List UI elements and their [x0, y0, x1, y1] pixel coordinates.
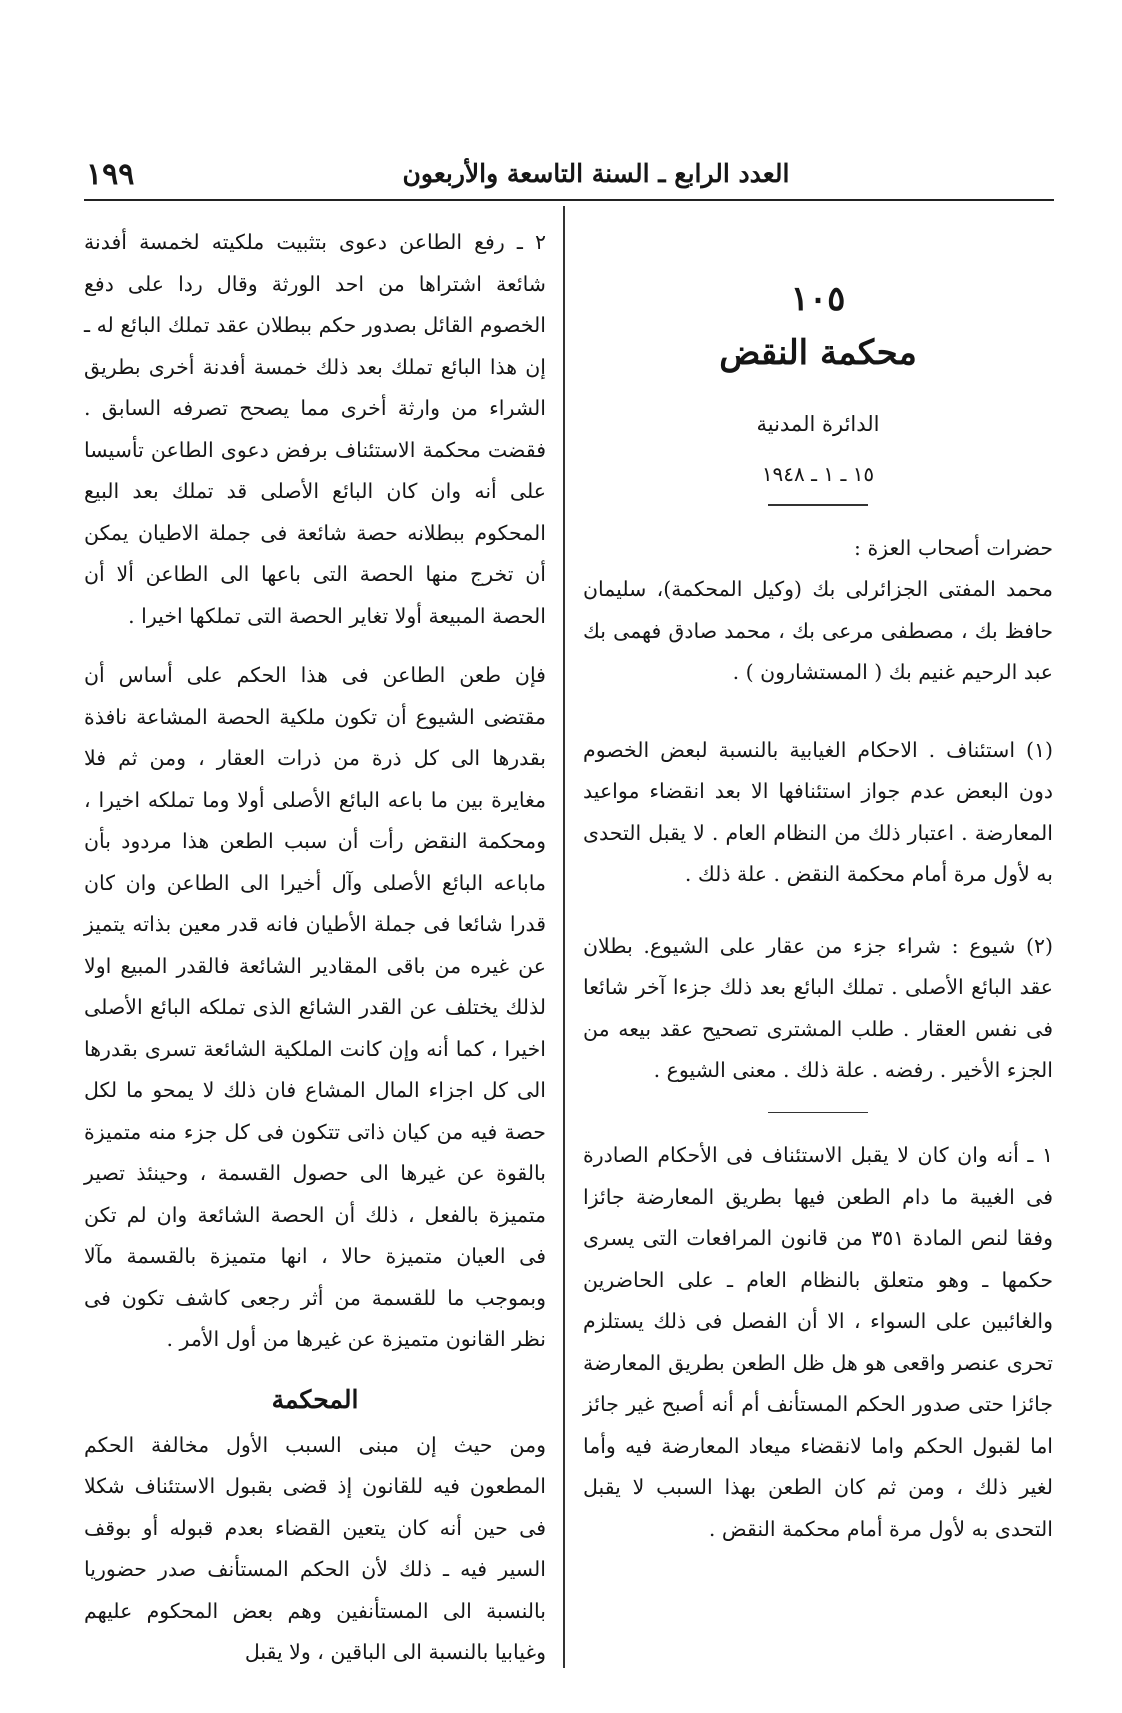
right-column	[583, 222, 1053, 1550]
court-section-heading: المحكمة	[271, 1384, 359, 1414]
presence-text: محمد المفتى الجزائرلى بك (وكيل المحكمة)، سليمان حافظ بك ، مصطفى مرعى بك ، محمد صادق فهمى بك عبد الرحيم غنيم بك ( المستشارون ) .	[583, 577, 1053, 684]
principle-1: ١ ـ أنه وان كان لا يقبل الاستئناف فى الأحكام الصادرة فى الغيبة ما دام الطعن فيها بطريق المعارضة جائزا وفقا لنص المادة ٣٥١ من قانون المرافعات التى يسرى حكمها ـ وهو متعلق بالنظام العام ـ على الحاضرين والغائبين على السواء ، الا أن الفصل فى ذلك يستلزم تحرى عنصر واقعى هو هل ظل الطعن بطريق المعارضة جائزا حتى صدور الحكم المستأنف أم أنه أصبح غير جائز اما لقبول الحكم واما لانقضاء ميعاد المعارضة فيه وأما لغير ذلك ، ومن ثم كان الطعن بهذا السبب لا يقبل التحدى به لأول مرة أمام محكمة النقض .	[583, 1143, 1053, 1541]
summary-2: (٢) شيوع : شراء جزء من عقار على الشيوع. بطلان عقد البائع الأصلى . تملك البائع بعد ذلك جزءا آخر شائعا فى نفس العقار . طلب المشترى تصحيح عقد بيعه من الجزء الأخير . رفضه . علة ذلك . معنى الشيوع .	[583, 933, 1053, 1082]
summary-1: (١) استئناف . الاحكام الغيابية بالنسبة لبعض الخصوم دون البعض عدم جواز استئنافها الا بعد انقضاء مواعيد المعارضة . اعتبار ذلك من النظام العام . لا يقبل التحدى به لأول مرة أمام محكمة النقض . علة ذلك .	[583, 737, 1053, 886]
divider-rule	[768, 1112, 868, 1114]
principle-2-continuation: فإن طعن الطاعن فى هذا الحكم على أساس أن مقتضى الشيوع أن تكون ملكية الحصة المشاعة نافذة بقدرها الى كل ذرة من ذرات العقار ، ومن ثم فلا مغايرة بين ما باعه البائع الأصلى أولا وما تملكه اخيرا ، ومحكمة النقض رأت أن سبب الطعن هذا مردود بأن ماباعه البائع الأصلى وآل أخيرا الى الطاعن وان كان قدرا شائعا فى جملة الأطيان فانه قدر معين بذاته يتميز عن غيره من باقى المقادير الشائعة فالقدر المبيع اولا لذلك يختلف عن القدر الشائع الذى تملكه البائع الأصلى اخيرا ، كما أنه وإن كانت الملكية الشائعة تسرى بقدرها الى كل اجزاء المال المشاع فان ذلك لا يمحو ما لكل حصة فيه من كيان ذاتى تتكون فى كل جزء منه متميزة بالقوة عن غيرها الى حصول القسمة ، وحينئذ تصير متميزة بالفعل ، ذلك أن الحصة الشائعة وان لم تكن فى العيان متميزة حالا ، انها متميزة بالقسمة مآلا وبموجب ما للقسمة من أثر رجعى كاشف تكون فى نظر القانون متميزة عن غيرها من أول الأمر .	[84, 663, 546, 1351]
circuit-name: الدائرة المدنية	[756, 412, 880, 436]
left-column	[84, 222, 546, 1674]
running-title: العدد الرابع ـ السنة التاسعة والأربعون	[402, 159, 790, 188]
judgment-date: ١٥ ـ ١ ـ ١٩٤٨	[761, 462, 875, 486]
case-number: ١٠٥	[790, 279, 846, 319]
page-number: ١٩٩	[86, 157, 135, 192]
divider-rule	[768, 504, 868, 506]
column-divider	[563, 206, 565, 1668]
principle-2: ٢ ـ رفع الطاعن دعوى بتثبيت ملكيته لخمسة أفدنة شائعة اشتراها من احد الورثة وقال ردا على دفع الخصوم القائل بصدور حكم ببطلان عقد تملك البائع له ـ إن هذا البائع تملك بعد ذلك خمسة أفدنة أخرى بطريق الشراء من وارثة أخرى مما يصحح تصرفه السابق . فقضت محكمة الاستئناف برفض دعوى الطاعن تأسيسا على أنه وان كان البائع الأصلى قد تملك بعد البيع المحكوم ببطلانه حصة شائعة فى جملة الاطيان يمكن أن تخرج منها الحصة التى باعها الى الطاعن ألا أن الحصة المبيعة أولا تغاير الحصة التى تملكها اخيرا .	[84, 230, 546, 628]
judgment-text: ومن حيث إن مبنى السبب الأول مخالفة الحكم المطعون فيه للقانون إذ قضى بقبول الاستئناف شكلا فى حين أنه كان يتعين القضاء بعدم قبوله أو بوقف السير فيه ـ ذلك لأن الحكم المستأنف صدر حضوريا بالنسبة الى المستأنفين وهم بعض المحكوم عليهم وغيابيا بالنسبة الى الباقين ، ولا يقبل	[84, 1432, 546, 1664]
court-name: محكمة النقض	[719, 333, 917, 373]
header-rule	[84, 199, 1054, 201]
presence-heading: حضرات أصحاب العزة :	[854, 535, 1053, 560]
running-header	[86, 155, 1052, 201]
